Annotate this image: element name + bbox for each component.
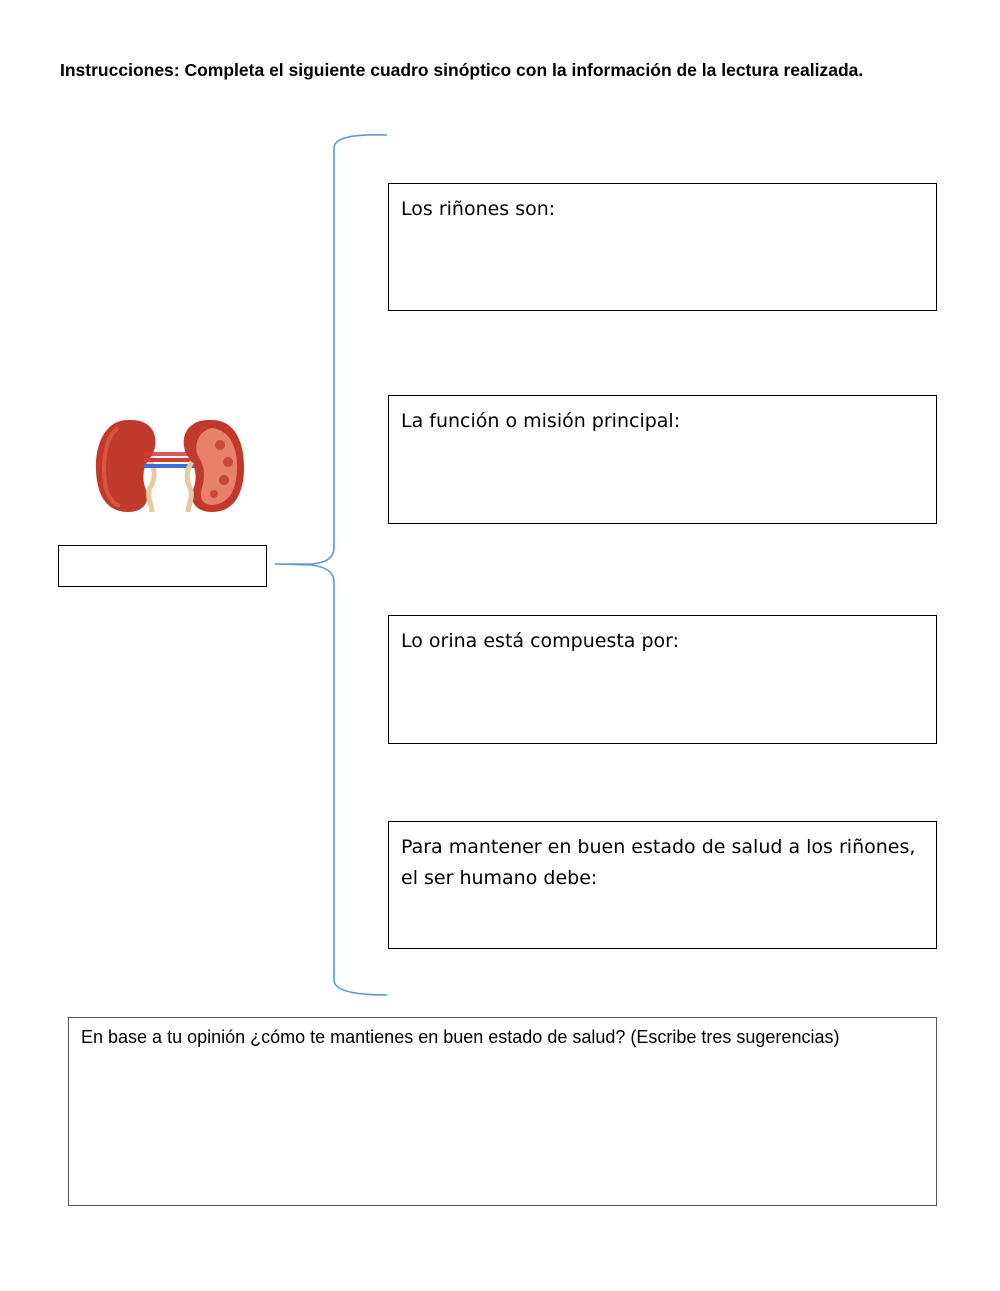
instructions-text: Instrucciones: Completa el siguiente cuadro sinóptico con la información de la lectura realizada. [60,60,864,80]
topic-answer-box[interactable] [58,545,267,587]
kidney-health-prompt: Para mantener en buen estado de salud a los riñones, el ser humano debe: [401,836,916,889]
opinion-question: En base a tu opinión ¿cómo te mantienes en buen estado de salud? (Escribe tres sugerencias) [81,1027,840,1047]
main-function-box[interactable] [388,395,937,524]
main-function-prompt: La función o misión principal: [401,410,681,432]
kidneys-definition-box[interactable] [388,183,937,311]
opinion-answer-box[interactable] [68,1017,937,1206]
urine-composition-box[interactable] [388,615,937,744]
kidneys-definition-prompt: Los riñones son: [401,198,556,220]
kidney-health-box[interactable] [388,821,937,949]
urine-composition-prompt: Lo orina está compuesta por: [401,630,680,652]
